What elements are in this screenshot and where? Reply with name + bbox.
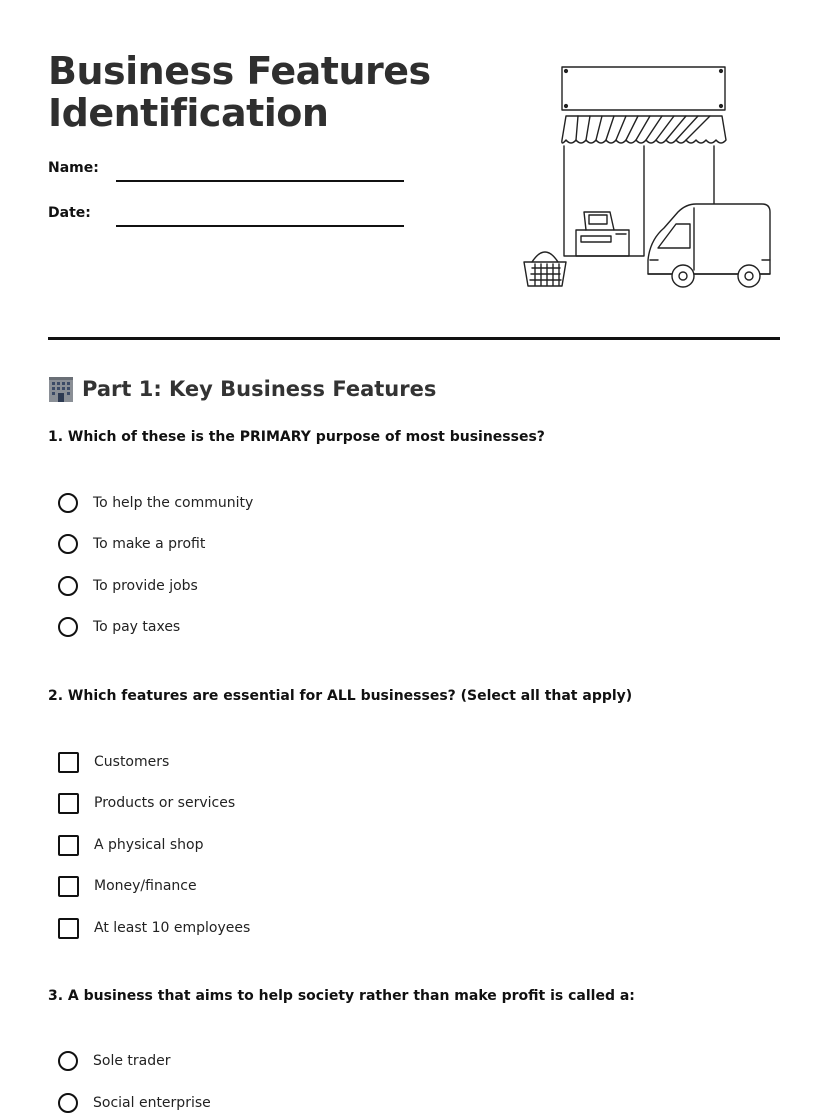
date-label: Date: (48, 205, 91, 221)
shop-awning (562, 116, 726, 143)
option-label: Products or services (94, 795, 236, 811)
radio-button[interactable] (58, 1051, 78, 1071)
option-label: Customers (94, 754, 170, 770)
title-line-2: Identification (48, 91, 329, 135)
checkbox[interactable] (58, 793, 79, 814)
radio-button[interactable] (58, 1093, 78, 1113)
q2-option-money-finance[interactable] (58, 874, 197, 898)
shop-sign (562, 67, 725, 110)
q2-option-products-services[interactable] (58, 791, 235, 815)
shopping-basket (524, 252, 566, 286)
worksheet-title (48, 50, 468, 134)
checkbox[interactable] (58, 876, 79, 897)
name-label: Name: (48, 160, 99, 176)
option-label: A physical shop (94, 837, 204, 853)
q2-option-physical-shop[interactable] (58, 833, 204, 857)
option-label: Social enterprise (93, 1095, 211, 1111)
q3-option-sole-trader[interactable] (58, 1049, 171, 1073)
part-1-heading-text: Part 1: Key Business Features (82, 377, 437, 401)
q1-option-provide-jobs[interactable] (58, 574, 198, 598)
checkbox[interactable] (58, 835, 79, 856)
header-divider (48, 337, 780, 340)
name-answer-line[interactable] (116, 180, 404, 182)
q2-option-customers[interactable] (58, 750, 169, 774)
name-field (48, 160, 99, 176)
date-answer-line[interactable] (116, 225, 404, 227)
option-label: To help the community (93, 495, 254, 511)
radio-button[interactable] (58, 534, 78, 554)
cash-register (576, 212, 629, 256)
office-building-icon (48, 376, 74, 402)
radio-button[interactable] (58, 493, 78, 513)
question-2-text: 2. Which features are essential for ALL businesses? (Select all that apply) (48, 688, 633, 704)
checkbox[interactable] (58, 752, 79, 773)
checkbox[interactable] (58, 918, 79, 939)
option-label: At least 10 employees (94, 920, 251, 936)
part-1-heading (48, 374, 436, 404)
delivery-van (648, 204, 770, 287)
option-label: To make a profit (93, 536, 206, 552)
q1-option-pay-taxes[interactable] (58, 615, 180, 639)
date-field (48, 205, 91, 221)
radio-button[interactable] (58, 617, 78, 637)
shop-front-with-van-illustration (518, 60, 780, 296)
q2-option-ten-employees[interactable] (58, 916, 250, 940)
question-3-text: 3. A business that aims to help society rather than make profit is called a: (48, 988, 635, 1004)
title-line-1: Business Features (48, 49, 431, 93)
q1-option-help-community[interactable] (58, 491, 253, 515)
option-label: To pay taxes (93, 619, 181, 635)
option-label: To provide jobs (93, 578, 198, 594)
option-label: Money/finance (94, 878, 197, 894)
q1-option-make-profit[interactable] (58, 532, 205, 556)
q3-option-social-enterprise[interactable] (58, 1091, 211, 1115)
option-label: Sole trader (93, 1053, 171, 1069)
question-1-text: 1. Which of these is the PRIMARY purpose of most businesses? (48, 429, 545, 445)
radio-button[interactable] (58, 576, 78, 596)
